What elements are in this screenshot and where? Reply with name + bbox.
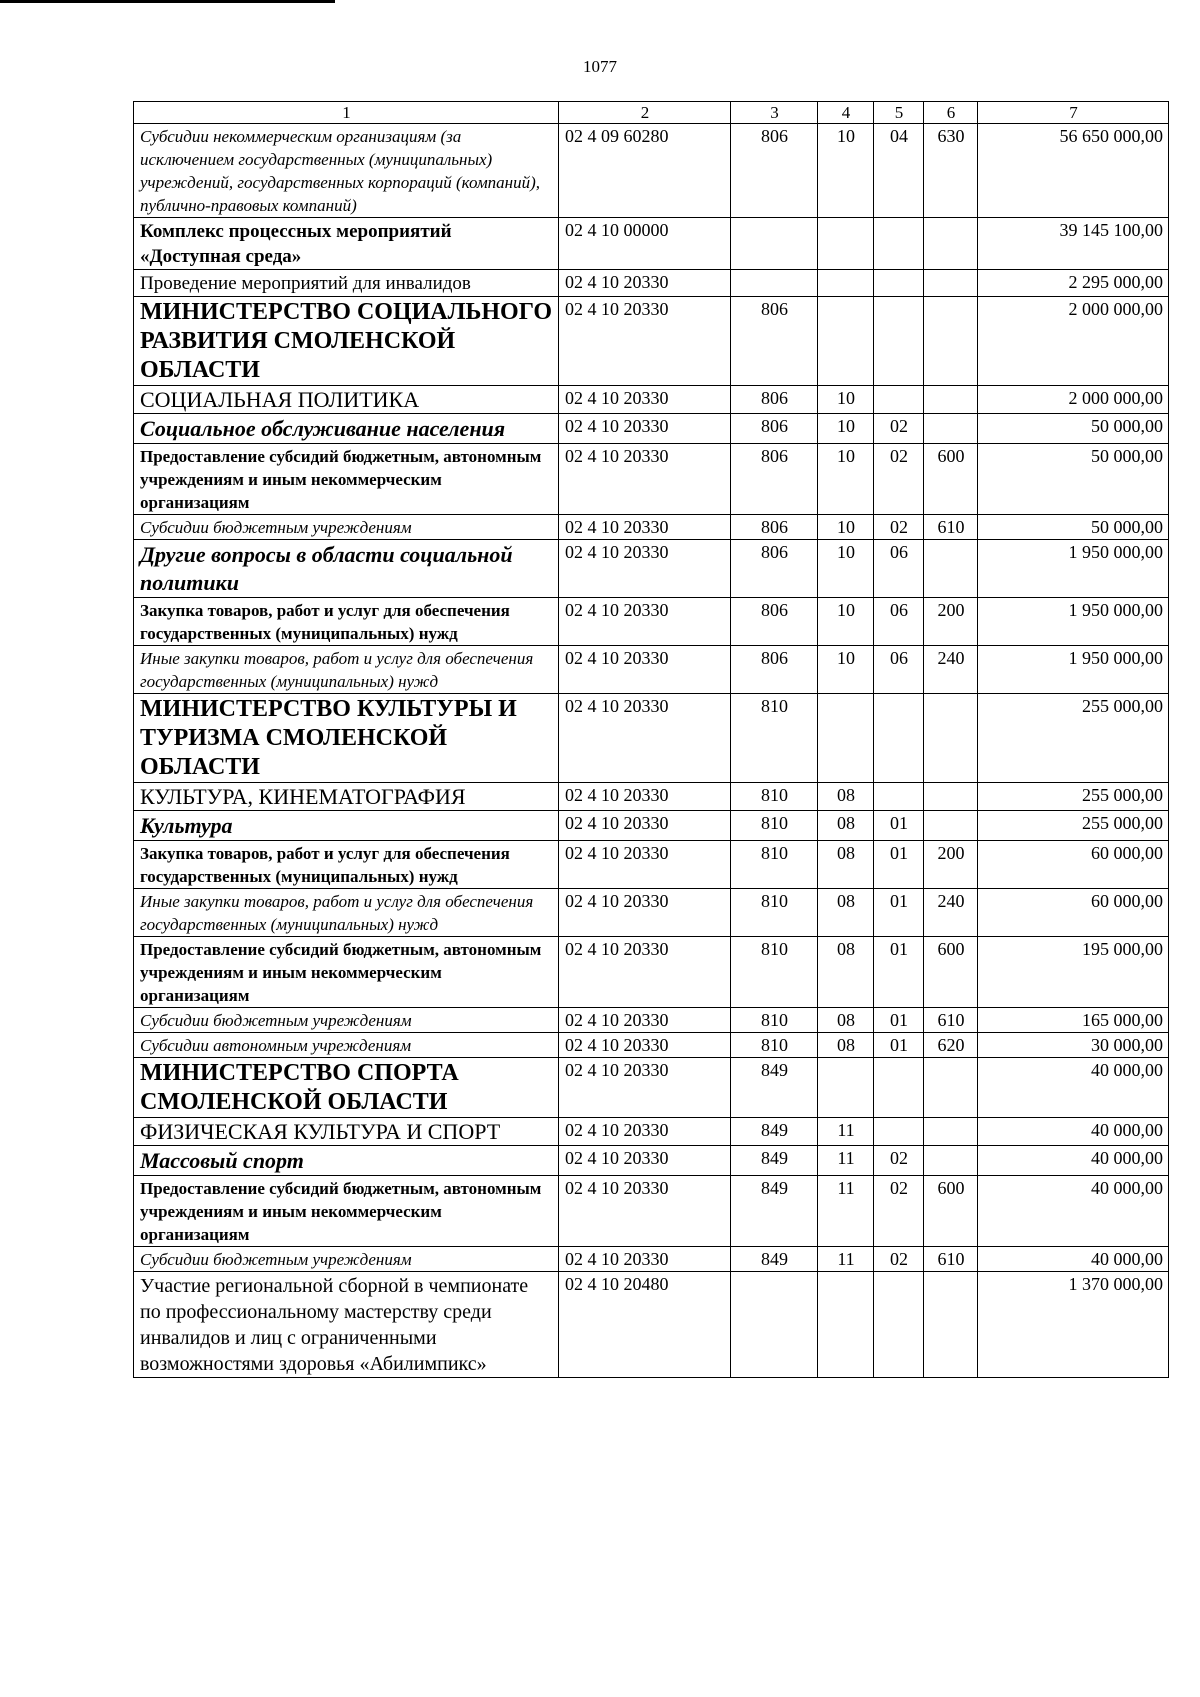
row-section-cell: 10 — [818, 124, 874, 218]
table-header-row — [134, 102, 1169, 124]
row-subsection-cell: 02 — [874, 1176, 924, 1247]
row-subsection-cell — [874, 783, 924, 811]
row-admin-code-cell: 849 — [731, 1118, 818, 1146]
row-section-cell: 08 — [818, 937, 874, 1008]
table-row — [134, 1058, 1169, 1118]
row-name-cell — [134, 297, 559, 386]
row-name-cell — [134, 1272, 559, 1378]
row-code-cell: 02 4 10 20330 — [559, 1176, 731, 1247]
row-name-text: Субсидии бюджетным учреждениям — [140, 1011, 412, 1030]
row-name-text: СОЦИАЛЬНАЯ ПОЛИТИКА — [140, 387, 420, 412]
header-cell: 7 — [978, 102, 1169, 124]
row-expense-type-cell: 630 — [924, 124, 978, 218]
row-admin-code-cell: 806 — [731, 646, 818, 694]
row-code-cell: 02 4 10 20330 — [559, 1058, 731, 1118]
row-admin-code-cell: 806 — [731, 515, 818, 540]
row-section-cell: 11 — [818, 1118, 874, 1146]
row-amount-cell: 60 000,00 — [978, 841, 1169, 889]
row-amount-cell: 1 950 000,00 — [978, 540, 1169, 598]
row-name-cell — [134, 598, 559, 646]
row-expense-type-cell — [924, 218, 978, 270]
row-admin-code-cell: 849 — [731, 1176, 818, 1247]
row-amount-cell: 1 950 000,00 — [978, 598, 1169, 646]
top-edge-rule — [0, 0, 335, 3]
row-subsection-cell — [874, 218, 924, 270]
row-name-cell — [134, 270, 559, 297]
row-section-cell — [818, 218, 874, 270]
row-section-cell: 10 — [818, 540, 874, 598]
row-code-cell: 02 4 10 20330 — [559, 598, 731, 646]
row-amount-cell: 255 000,00 — [978, 811, 1169, 841]
row-name-cell — [134, 694, 559, 783]
table-row — [134, 889, 1169, 937]
row-section-cell: 11 — [818, 1146, 874, 1176]
row-amount-cell: 195 000,00 — [978, 937, 1169, 1008]
row-amount-cell: 40 000,00 — [978, 1247, 1169, 1272]
table-row — [134, 598, 1169, 646]
row-expense-type-cell — [924, 297, 978, 386]
header-cell: 2 — [559, 102, 731, 124]
row-admin-code-cell: 806 — [731, 598, 818, 646]
row-section-cell: 10 — [818, 598, 874, 646]
row-admin-code-cell: 810 — [731, 889, 818, 937]
row-subsection-cell: 06 — [874, 540, 924, 598]
row-subsection-cell: 01 — [874, 1033, 924, 1058]
row-amount-cell: 2 000 000,00 — [978, 386, 1169, 414]
row-amount-cell: 39 145 100,00 — [978, 218, 1169, 270]
row-subsection-cell — [874, 694, 924, 783]
row-admin-code-cell: 849 — [731, 1247, 818, 1272]
row-amount-cell: 2 000 000,00 — [978, 297, 1169, 386]
row-name-cell — [134, 1247, 559, 1272]
row-name-cell — [134, 1008, 559, 1033]
row-expense-type-cell: 610 — [924, 515, 978, 540]
row-name-cell — [134, 515, 559, 540]
row-name-cell — [134, 1058, 559, 1118]
row-name-cell — [134, 540, 559, 598]
row-name-text: Комплекс процессных мероприятий «Доступная среда» — [140, 221, 452, 267]
row-name-cell — [134, 1176, 559, 1247]
table-row — [134, 841, 1169, 889]
row-subsection-cell: 02 — [874, 414, 924, 444]
row-subsection-cell: 02 — [874, 1247, 924, 1272]
table-row — [134, 783, 1169, 811]
row-name-text: Закупка товаров, работ и услуг для обеспечения государственных (муниципальных) нужд — [140, 601, 510, 643]
row-subsection-cell — [874, 270, 924, 297]
row-name-text: Предоставление субсидий бюджетным, автономным учреждениям и иным некоммерческим организациям — [140, 940, 542, 1005]
row-expense-type-cell: 240 — [924, 646, 978, 694]
row-subsection-cell: 02 — [874, 444, 924, 515]
row-amount-cell: 165 000,00 — [978, 1008, 1169, 1033]
row-section-cell — [818, 1058, 874, 1118]
row-subsection-cell: 01 — [874, 841, 924, 889]
table-row — [134, 270, 1169, 297]
row-subsection-cell — [874, 1272, 924, 1378]
row-section-cell: 10 — [818, 646, 874, 694]
row-code-cell: 02 4 10 00000 — [559, 218, 731, 270]
row-code-cell: 02 4 10 20330 — [559, 841, 731, 889]
row-subsection-cell: 01 — [874, 889, 924, 937]
row-code-cell: 02 4 10 20330 — [559, 297, 731, 386]
row-admin-code-cell: 806 — [731, 414, 818, 444]
row-amount-cell: 56 650 000,00 — [978, 124, 1169, 218]
row-code-cell: 02 4 10 20330 — [559, 444, 731, 515]
row-code-cell: 02 4 10 20330 — [559, 386, 731, 414]
header-cell: 4 — [818, 102, 874, 124]
row-name-text: МИНИСТЕРСТВО СПОРТА СМОЛЕНСКОЙ ОБЛАСТИ — [140, 1060, 459, 1115]
row-code-cell: 02 4 10 20330 — [559, 414, 731, 444]
row-name-cell — [134, 444, 559, 515]
row-expense-type-cell — [924, 1146, 978, 1176]
row-admin-code-cell: 810 — [731, 841, 818, 889]
row-name-text: Проведение мероприятий для инвалидов — [140, 273, 471, 294]
row-section-cell: 08 — [818, 1033, 874, 1058]
row-expense-type-cell: 200 — [924, 598, 978, 646]
row-code-cell: 02 4 10 20330 — [559, 1033, 731, 1058]
row-name-text: Предоставление субсидий бюджетным, автономным учреждениям и иным некоммерческим организациям — [140, 447, 542, 512]
row-code-cell: 02 4 10 20480 — [559, 1272, 731, 1378]
header-cell: 3 — [731, 102, 818, 124]
row-code-cell: 02 4 10 20330 — [559, 540, 731, 598]
row-admin-code-cell: 806 — [731, 386, 818, 414]
row-name-cell — [134, 889, 559, 937]
row-amount-cell: 30 000,00 — [978, 1033, 1169, 1058]
table-row — [134, 1033, 1169, 1058]
row-section-cell: 08 — [818, 811, 874, 841]
row-expense-type-cell: 240 — [924, 889, 978, 937]
table-row — [134, 1118, 1169, 1146]
row-admin-code-cell: 810 — [731, 1033, 818, 1058]
row-name-text: Участие региональной сборной в чемпионате по профессиональному мастерству среди инвалидов и лиц с ограниченными возможностями здоровья «Абилимпикс» — [140, 1275, 529, 1375]
row-name-cell — [134, 124, 559, 218]
row-name-cell — [134, 218, 559, 270]
row-name-cell — [134, 937, 559, 1008]
row-section-cell: 10 — [818, 444, 874, 515]
header-cell: 5 — [874, 102, 924, 124]
row-amount-cell: 255 000,00 — [978, 694, 1169, 783]
table-body — [134, 124, 1169, 1378]
table-row — [134, 1146, 1169, 1176]
row-name-text: Предоставление субсидий бюджетным, автономным учреждениям и иным некоммерческим организациям — [140, 1179, 542, 1244]
row-subsection-cell — [874, 297, 924, 386]
row-code-cell: 02 4 10 20330 — [559, 937, 731, 1008]
row-name-text: Иные закупки товаров, работ и услуг для обеспечения государственных (муниципальных) нужд — [140, 892, 534, 934]
row-expense-type-cell: 620 — [924, 1033, 978, 1058]
table-row — [134, 444, 1169, 515]
row-name-text: Закупка товаров, работ и услуг для обеспечения государственных (муниципальных) нужд — [140, 844, 510, 886]
row-admin-code-cell: 810 — [731, 694, 818, 783]
row-subsection-cell — [874, 1118, 924, 1146]
row-name-cell — [134, 1118, 559, 1146]
row-subsection-cell: 02 — [874, 515, 924, 540]
row-name-text: ФИЗИЧЕСКАЯ КУЛЬТУРА И СПОРТ — [140, 1119, 501, 1144]
row-section-cell — [818, 270, 874, 297]
page-number: 1077 — [583, 57, 617, 76]
row-subsection-cell — [874, 386, 924, 414]
row-admin-code-cell — [731, 270, 818, 297]
row-name-text: Субсидии некоммерческим организациям (за исключением государственных (муниципальных) учреждений, государственных корпораций (компаний), публично-правовых компаний) — [140, 127, 541, 215]
row-admin-code-cell: 806 — [731, 540, 818, 598]
row-name-cell — [134, 414, 559, 444]
row-name-cell — [134, 646, 559, 694]
row-amount-cell: 40 000,00 — [978, 1146, 1169, 1176]
row-expense-type-cell — [924, 270, 978, 297]
table-row — [134, 124, 1169, 218]
row-expense-type-cell: 200 — [924, 841, 978, 889]
row-subsection-cell — [874, 1058, 924, 1118]
row-section-cell — [818, 1272, 874, 1378]
row-section-cell: 08 — [818, 889, 874, 937]
row-section-cell: 11 — [818, 1176, 874, 1247]
row-admin-code-cell: 810 — [731, 783, 818, 811]
row-section-cell: 08 — [818, 783, 874, 811]
row-code-cell: 02 4 10 20330 — [559, 1118, 731, 1146]
row-amount-cell: 2 295 000,00 — [978, 270, 1169, 297]
row-expense-type-cell: 600 — [924, 937, 978, 1008]
row-amount-cell: 40 000,00 — [978, 1118, 1169, 1146]
row-code-cell: 02 4 10 20330 — [559, 515, 731, 540]
row-expense-type-cell — [924, 1058, 978, 1118]
row-admin-code-cell: 806 — [731, 297, 818, 386]
row-code-cell: 02 4 10 20330 — [559, 783, 731, 811]
row-section-cell — [818, 694, 874, 783]
row-name-text: Субсидии бюджетным учреждениям — [140, 1250, 412, 1269]
row-section-cell: 10 — [818, 515, 874, 540]
budget-table — [133, 101, 1169, 1378]
row-expense-type-cell: 600 — [924, 444, 978, 515]
row-name-text: Субсидии автономным учреждениям — [140, 1036, 412, 1055]
row-admin-code-cell: 806 — [731, 444, 818, 515]
row-amount-cell: 60 000,00 — [978, 889, 1169, 937]
table-row — [134, 515, 1169, 540]
table-row — [134, 1008, 1169, 1033]
table-row — [134, 414, 1169, 444]
row-expense-type-cell — [924, 1272, 978, 1378]
row-amount-cell: 50 000,00 — [978, 444, 1169, 515]
row-expense-type-cell — [924, 783, 978, 811]
row-section-cell — [818, 297, 874, 386]
row-admin-code-cell: 849 — [731, 1058, 818, 1118]
row-subsection-cell: 01 — [874, 811, 924, 841]
row-section-cell: 11 — [818, 1247, 874, 1272]
row-expense-type-cell — [924, 540, 978, 598]
row-admin-code-cell: 810 — [731, 1008, 818, 1033]
row-expense-type-cell — [924, 811, 978, 841]
row-admin-code-cell: 810 — [731, 937, 818, 1008]
table-row — [134, 811, 1169, 841]
row-subsection-cell: 06 — [874, 646, 924, 694]
table-row — [134, 218, 1169, 270]
row-section-cell: 10 — [818, 414, 874, 444]
row-code-cell: 02 4 09 60280 — [559, 124, 731, 218]
row-expense-type-cell — [924, 694, 978, 783]
row-name-text: Массовый спорт — [140, 1148, 304, 1173]
row-section-cell: 08 — [818, 841, 874, 889]
row-subsection-cell: 06 — [874, 598, 924, 646]
row-name-text: Социальное обслуживание населения — [140, 416, 506, 441]
row-amount-cell: 40 000,00 — [978, 1058, 1169, 1118]
row-expense-type-cell: 600 — [924, 1176, 978, 1247]
row-code-cell: 02 4 10 20330 — [559, 889, 731, 937]
row-name-text: Иные закупки товаров, работ и услуг для обеспечения государственных (муниципальных) нужд — [140, 649, 534, 691]
row-admin-code-cell — [731, 218, 818, 270]
row-name-cell — [134, 841, 559, 889]
row-expense-type-cell: 610 — [924, 1008, 978, 1033]
row-name-text: КУЛЬТУРА, КИНЕМАТОГРАФИЯ — [140, 784, 466, 809]
table-row — [134, 937, 1169, 1008]
row-amount-cell: 50 000,00 — [978, 515, 1169, 540]
table-row — [134, 540, 1169, 598]
row-code-cell: 02 4 10 20330 — [559, 646, 731, 694]
row-admin-code-cell: 849 — [731, 1146, 818, 1176]
row-amount-cell: 1 950 000,00 — [978, 646, 1169, 694]
row-subsection-cell: 01 — [874, 1008, 924, 1033]
header-cell: 6 — [924, 102, 978, 124]
table-row — [134, 1272, 1169, 1378]
header-cell: 1 — [134, 102, 559, 124]
row-amount-cell: 1 370 000,00 — [978, 1272, 1169, 1378]
row-amount-cell: 255 000,00 — [978, 783, 1169, 811]
row-name-text: Культура — [140, 813, 233, 838]
row-name-cell — [134, 386, 559, 414]
row-amount-cell: 40 000,00 — [978, 1176, 1169, 1247]
row-code-cell: 02 4 10 20330 — [559, 1247, 731, 1272]
row-code-cell: 02 4 10 20330 — [559, 694, 731, 783]
row-expense-type-cell — [924, 1118, 978, 1146]
row-code-cell: 02 4 10 20330 — [559, 1008, 731, 1033]
row-name-text: МИНИСТЕРСТВО СОЦИАЛЬНОГО РАЗВИТИЯ СМОЛЕНСКОЙ ОБЛАСТИ — [140, 299, 553, 383]
row-section-cell: 10 — [818, 386, 874, 414]
row-name-text: Субсидии бюджетным учреждениям — [140, 518, 412, 537]
row-section-cell: 08 — [818, 1008, 874, 1033]
row-subsection-cell: 04 — [874, 124, 924, 218]
row-expense-type-cell: 610 — [924, 1247, 978, 1272]
table-row — [134, 386, 1169, 414]
table-row — [134, 297, 1169, 386]
row-admin-code-cell: 810 — [731, 811, 818, 841]
row-admin-code-cell — [731, 1272, 818, 1378]
table-row — [134, 1176, 1169, 1247]
table-row — [134, 694, 1169, 783]
row-name-cell — [134, 811, 559, 841]
row-expense-type-cell — [924, 386, 978, 414]
row-admin-code-cell: 806 — [731, 124, 818, 218]
table-row — [134, 1247, 1169, 1272]
row-code-cell: 02 4 10 20330 — [559, 1146, 731, 1176]
row-name-text: Другие вопросы в области социальной политики — [140, 542, 513, 595]
row-name-cell — [134, 1033, 559, 1058]
row-name-cell — [134, 1146, 559, 1176]
row-name-cell — [134, 783, 559, 811]
row-code-cell: 02 4 10 20330 — [559, 270, 731, 297]
row-subsection-cell: 02 — [874, 1146, 924, 1176]
row-code-cell: 02 4 10 20330 — [559, 811, 731, 841]
row-subsection-cell: 01 — [874, 937, 924, 1008]
row-name-text: МИНИСТЕРСТВО КУЛЬТУРЫ И ТУРИЗМА СМОЛЕНСКОЙ ОБЛАСТИ — [140, 696, 517, 780]
row-expense-type-cell — [924, 414, 978, 444]
row-amount-cell: 50 000,00 — [978, 414, 1169, 444]
table-row — [134, 646, 1169, 694]
